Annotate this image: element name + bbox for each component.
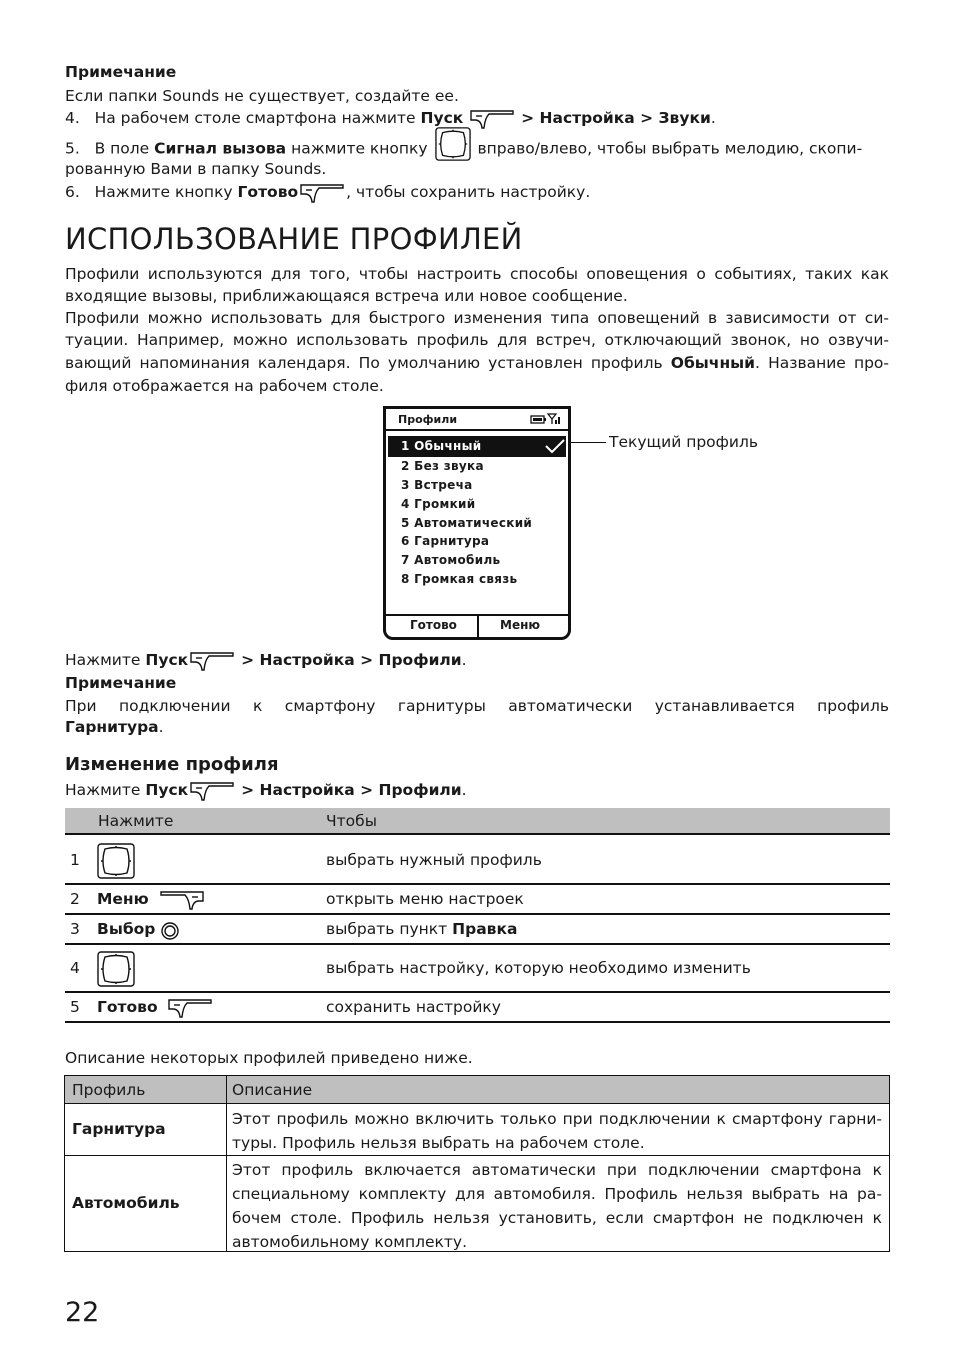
profile-name: Гарнитура bbox=[72, 1120, 166, 1138]
softkey-done[interactable]: Готово bbox=[410, 618, 457, 632]
step-5: 5. В поле Сигнал вызова нажмите кнопку вправо/влево, чтобы выбрать мелодию, скопи- bbox=[65, 136, 862, 162]
path-instruction-2: Нажмите Пуск > Настройка > Профили. bbox=[65, 779, 467, 802]
callout-current-profile: Текущий профиль bbox=[609, 433, 759, 451]
row-number: 2 bbox=[70, 890, 80, 908]
section-heading: ИСПОЛЬЗОВАНИЕ ПРОФИЛЕЙ bbox=[65, 222, 523, 256]
profile-item[interactable]: 7 Автомобиль bbox=[401, 553, 501, 567]
intro-p1-line2: входящие вызовы, приближающаяся встреча или новое сообщение. bbox=[65, 287, 628, 305]
profile-item[interactable]: 4 Громкий bbox=[401, 497, 476, 511]
row-action: выбрать пункт Правка bbox=[326, 920, 518, 938]
intro-p2-line3: вающий напоминания календаря. По умолчанию установлен профиль Обычный. Название про- bbox=[65, 354, 889, 372]
status-icons bbox=[530, 412, 562, 430]
note2-title: Примечание bbox=[65, 674, 177, 692]
phone-title: Профили bbox=[398, 413, 458, 426]
phone-screen bbox=[383, 406, 571, 640]
note2-line1: При подключении к смартфону гарнитуры автоматически устанавливается профиль bbox=[65, 697, 889, 715]
profile-item[interactable]: 5 Автоматический bbox=[401, 516, 533, 530]
select-button-icon bbox=[160, 921, 180, 941]
step-4: 4. На рабочем столе смартфона нажмите Пуск > Настройка > Звуки. bbox=[65, 107, 716, 130]
note-text: Если папки Sounds не существует, создайте ее. bbox=[65, 87, 459, 105]
row-number: 4 bbox=[70, 959, 80, 977]
path-instruction: Нажмите Пуск > Настройка > Профили. bbox=[65, 649, 467, 672]
header-profile: Профиль bbox=[72, 1081, 146, 1099]
table2-header bbox=[65, 1076, 889, 1104]
left-softkey-icon bbox=[298, 182, 346, 204]
row-number: 5 bbox=[70, 998, 80, 1016]
profile-item[interactable]: 6 Гарнитура bbox=[401, 534, 490, 548]
softkey-menu[interactable]: Меню bbox=[500, 618, 541, 632]
left-softkey-icon bbox=[188, 650, 236, 672]
profile-item[interactable]: 3 Встреча bbox=[401, 478, 473, 492]
profile-item[interactable]: 2 Без звука bbox=[401, 459, 484, 473]
page-number: 22 bbox=[65, 1297, 100, 1328]
note-title: Примечание bbox=[65, 63, 177, 81]
row-number: 1 bbox=[70, 851, 80, 869]
key-select: Выбор bbox=[97, 920, 156, 938]
profile-description: Этот профиль включается автоматически при подключении смартфона к специальному комплекту для автомобиля. Профиль нельзя выбрать на ра-бочем столе. Профиль нельзя установить, если смартфон не подключен к автомобильному комплекту. bbox=[232, 1161, 882, 1251]
header-description: Описание bbox=[232, 1081, 313, 1099]
note2-line2: Гарнитура. bbox=[65, 718, 164, 736]
navigation-pad-icon bbox=[96, 950, 136, 988]
intro-p2-line4: филя отображается на рабочем столе. bbox=[65, 377, 384, 395]
table-header bbox=[65, 808, 890, 835]
profile-item[interactable]: 8 Громкая связь bbox=[401, 572, 518, 586]
table2-intro: Описание некоторых профилей приведено ниже. bbox=[65, 1049, 473, 1067]
row-number: 3 bbox=[70, 920, 80, 938]
header-press: Нажмите bbox=[98, 812, 174, 830]
callout-line bbox=[568, 442, 606, 443]
checkmark-icon bbox=[544, 438, 566, 454]
step-5-cont: рованную Вами в папку Sounds. bbox=[65, 160, 327, 178]
profiles-table bbox=[64, 1075, 890, 1252]
navigation-pad-icon bbox=[433, 126, 473, 162]
intro-p2-line2: туации. Например, можно использовать профиль для встреч, отключающий звонок, но озвучи- bbox=[65, 331, 889, 349]
step-6: 6. Нажмите кнопку Готово , чтобы сохранить настройку. bbox=[65, 181, 590, 204]
subsection-title: Изменение профиля bbox=[65, 754, 279, 775]
navigation-pad-icon bbox=[96, 842, 136, 880]
battery-signal-icon bbox=[530, 412, 562, 426]
left-softkey-icon bbox=[188, 780, 236, 802]
row-action: сохранить настройку bbox=[326, 998, 501, 1016]
right-softkey-icon bbox=[158, 889, 206, 911]
row-action: открыть меню настроек bbox=[326, 890, 524, 908]
key-menu: Меню bbox=[97, 890, 149, 908]
key-done: Готово bbox=[97, 998, 158, 1016]
row-action: выбрать настройку, которую необходимо изменить bbox=[326, 959, 751, 977]
profile-item[interactable]: 1 Обычный bbox=[401, 439, 482, 453]
profile-description: Этот профиль можно включить только при подключении к смартфону гарни-туры. Профиль нельзя выбрать на рабочем столе. bbox=[232, 1110, 882, 1152]
left-softkey-icon bbox=[468, 108, 516, 130]
profile-name: Автомобиль bbox=[72, 1194, 180, 1212]
intro-p1-line1: Профили используются для того, чтобы настроить способы оповещения о событиях, таких как bbox=[65, 265, 889, 283]
left-softkey-icon bbox=[166, 997, 214, 1019]
header-to: Чтобы bbox=[326, 812, 377, 830]
row-action: выбрать нужный профиль bbox=[326, 851, 542, 869]
intro-p2-line1: Профили можно использовать для быстрого изменения типа оповещений в зависимости от си- bbox=[65, 309, 889, 327]
